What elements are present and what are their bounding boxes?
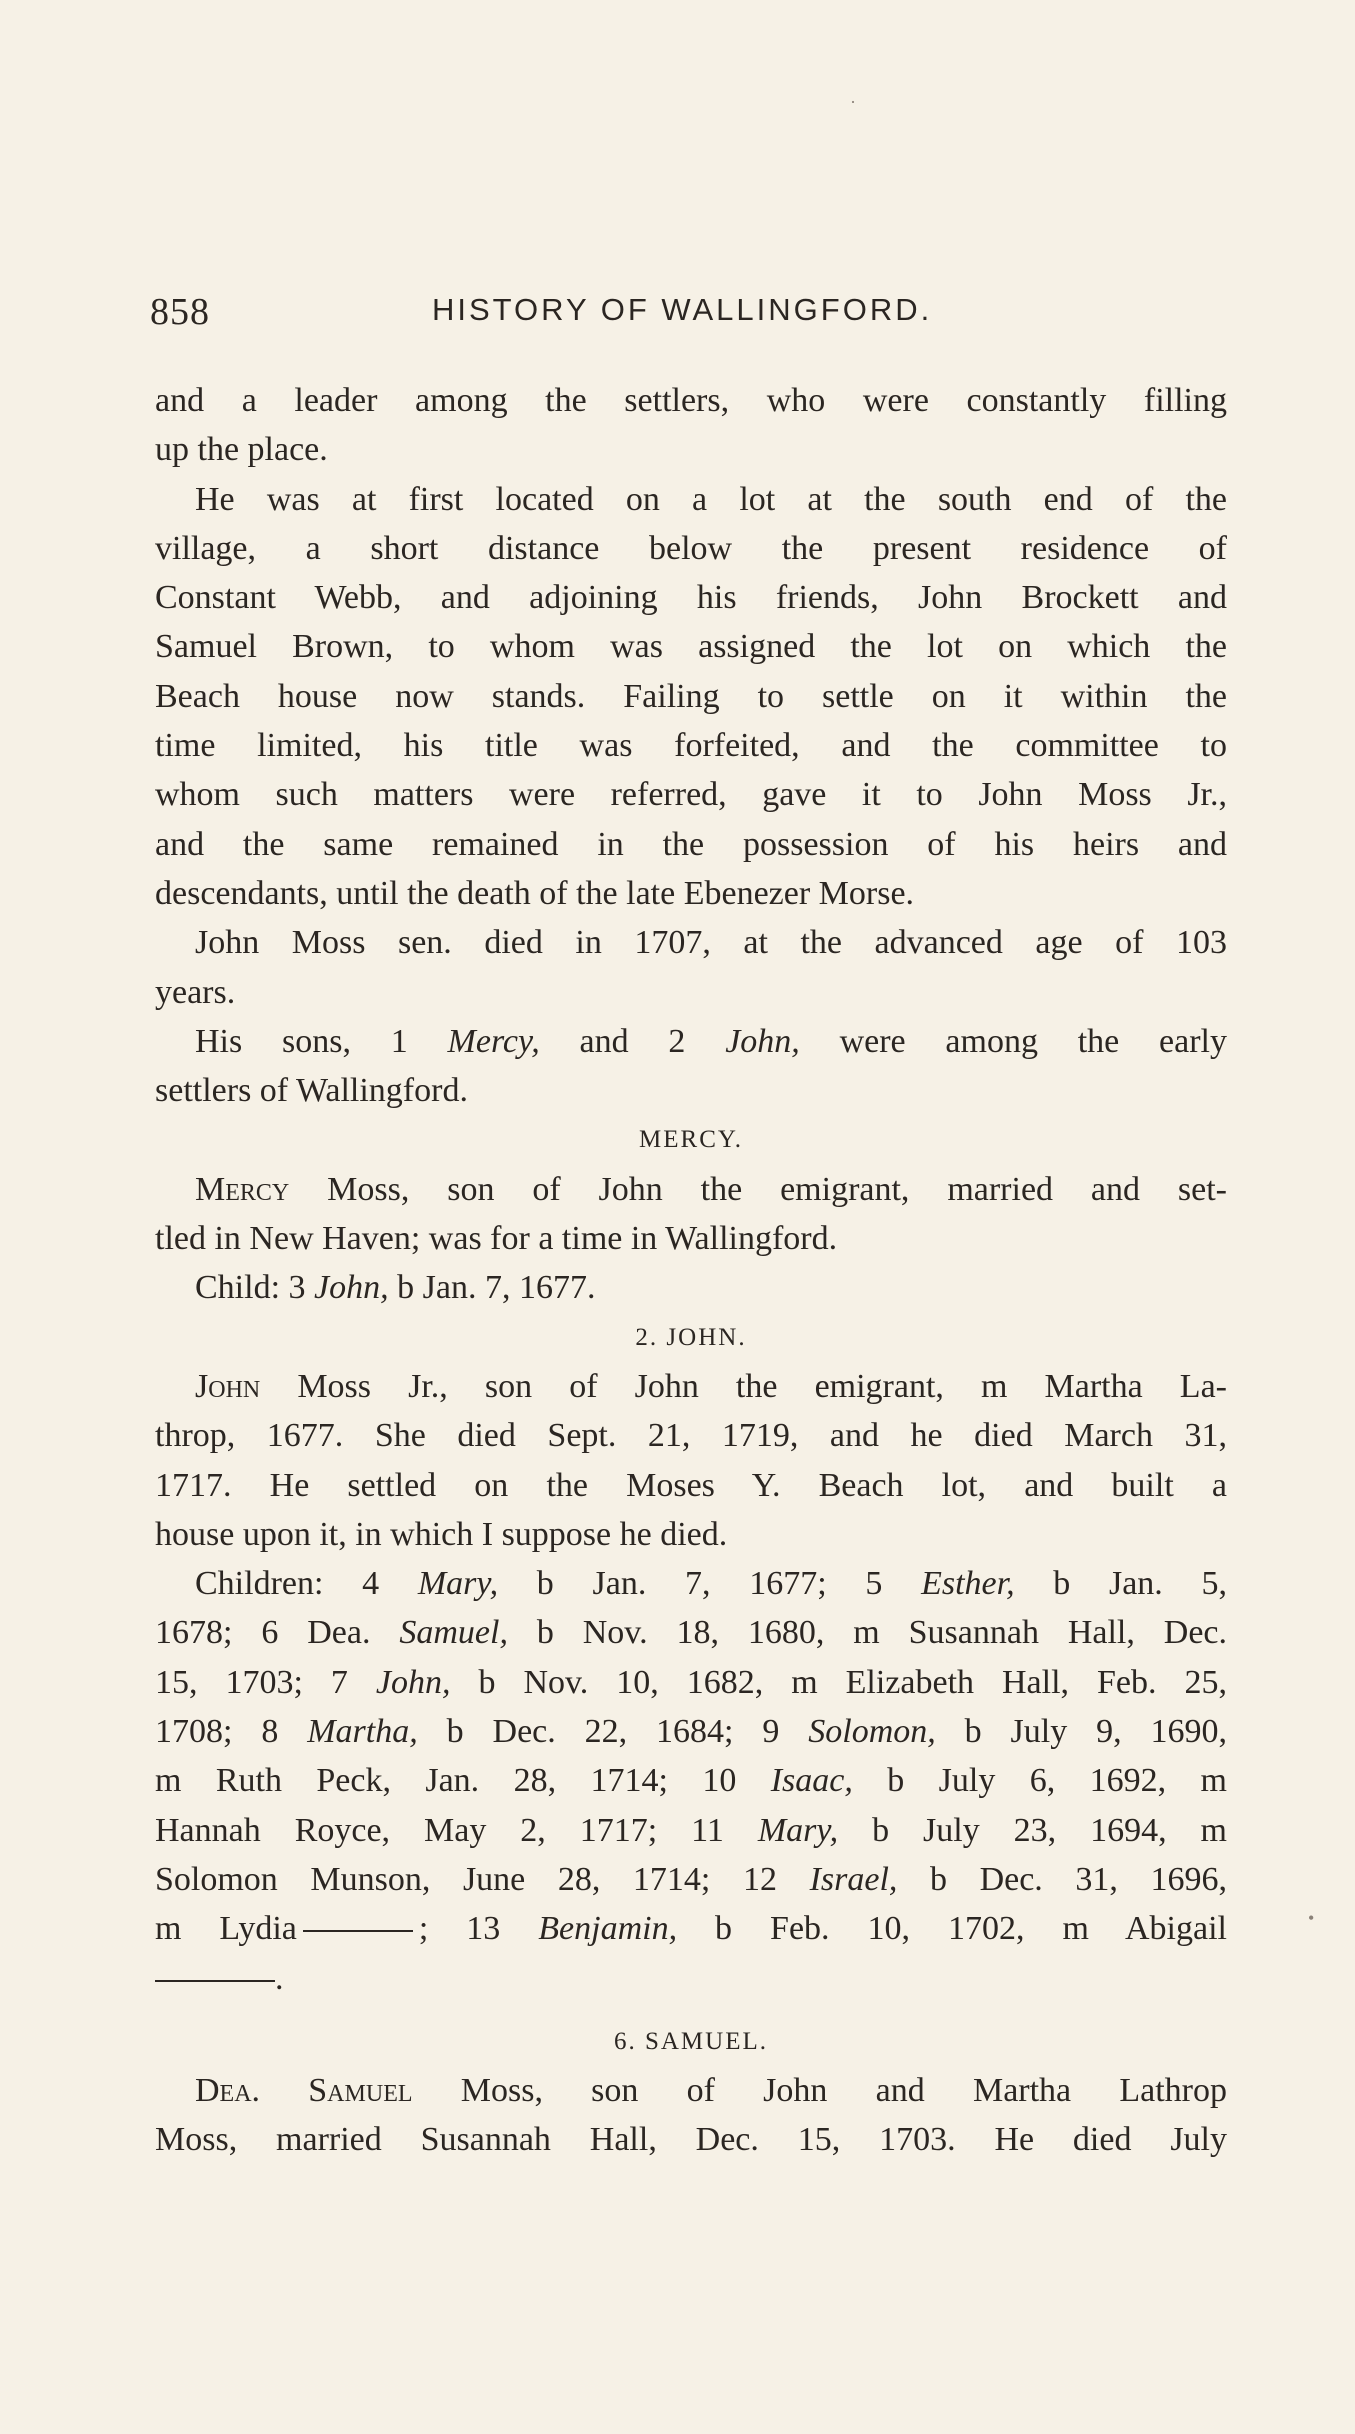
section-heading-samuel: 6. SAMUEL. xyxy=(613,2027,769,2055)
text-line: Dea. Samuel Moss, son of John and Martha Lathrop xyxy=(195,2072,1227,2110)
text-line: whom such matters were referred, gave it to John Moss Jr., xyxy=(155,776,1227,814)
text-line: . xyxy=(155,1954,1227,2003)
text-line: tled in New Haven; was for a time in Wallingford. xyxy=(155,1220,838,1258)
text-line: years. xyxy=(155,973,236,1011)
text-line: and the same remained in the possession of his heirs and xyxy=(155,825,1227,863)
page-number: 858 xyxy=(150,291,210,333)
section-heading-john: 2. JOHN. xyxy=(635,1323,747,1351)
section-heading-mercy: MERCY. xyxy=(639,1126,743,1154)
text-line: village, a short distance below the present residence of xyxy=(155,529,1227,567)
text-line: Hannah Royce, May 2, 1717; 11 Mary, b July 23, 1694, m xyxy=(155,1811,1227,1849)
text-line: m Lydia ; 13 Benjamin, b Feb. 10, 1702, m Abigail xyxy=(155,1910,1227,1948)
text-line: 15, 1703; 7 John, b Nov. 10, 1682, m Elizabeth Hall, Feb. 25, xyxy=(155,1663,1227,1701)
text-line: Samuel Brown, to whom was assigned the lot on which the xyxy=(155,628,1227,666)
text-line: time limited, his title was forfeited, and the committee to xyxy=(155,727,1227,765)
text-line: His sons, 1 Mercy, and 2 John, were among the early xyxy=(195,1022,1227,1060)
page-body xyxy=(155,376,1227,2165)
text-line: m Ruth Peck, Jan. 28, 1714; 10 Isaac, b July 6, 1692, m xyxy=(155,1762,1227,1800)
printer-mark: • xyxy=(1308,1908,1315,1928)
text-line: 1678; 6 Dea. Samuel, b Nov. 18, 1680, m Susannah Hall, Dec. xyxy=(155,1614,1228,1652)
text-line: throp, 1677. She died Sept. 21, 1719, and he died March 31, xyxy=(155,1417,1227,1455)
text-line: Moss, married Susannah Hall, Dec. 15, 1703. He died July xyxy=(155,2121,1227,2159)
name-omitted-rule xyxy=(303,1930,413,1932)
text-line: Beach house now stands. Failing to settle on it within the xyxy=(155,677,1227,715)
text-line: He was at first located on a lot at the south end of the xyxy=(195,480,1227,518)
text-line: 1708; 8 Martha, b Dec. 22, 1684; 9 Solomon, b July 9, 1690, xyxy=(155,1713,1228,1751)
running-title: HISTORY OF WALLINGFORD. xyxy=(432,292,933,327)
text-line: Children: 4 Mary, b Jan. 7, 1677; 5 Esther, b Jan. 5, xyxy=(195,1565,1227,1603)
printer-mark: · xyxy=(850,92,856,112)
text-line: house upon it, in which I suppose he died. xyxy=(155,1515,728,1553)
text-line: settlers of Wallingford. xyxy=(155,1072,468,1110)
text-line: Solomon Munson, June 28, 1714; 12 Israel, b Dec. 31, 1696, xyxy=(155,1860,1227,1898)
text-line: Child: 3 John, b Jan. 7, 1677. xyxy=(195,1269,596,1307)
text-line: 1717. He settled on the Moses Y. Beach lot, and built a xyxy=(155,1466,1227,1504)
name-omitted-rule xyxy=(155,1980,275,1982)
text-line: John Moss sen. died in 1707, at the advanced age of 103 xyxy=(195,924,1227,962)
text-line: up the place. xyxy=(155,431,328,469)
text-line: Mercy Moss, son of John the emigrant, married and set- xyxy=(195,1170,1227,1208)
text-line: descendants, until the death of the late Ebenezer Morse. xyxy=(155,874,915,912)
text-line: Constant Webb, and adjoining his friends, John Brockett and xyxy=(155,579,1227,617)
text-line: and a leader among the settlers, who were constantly filling xyxy=(155,382,1227,419)
text-line: John Moss Jr., son of John the emigrant, m Martha La- xyxy=(195,1367,1227,1405)
